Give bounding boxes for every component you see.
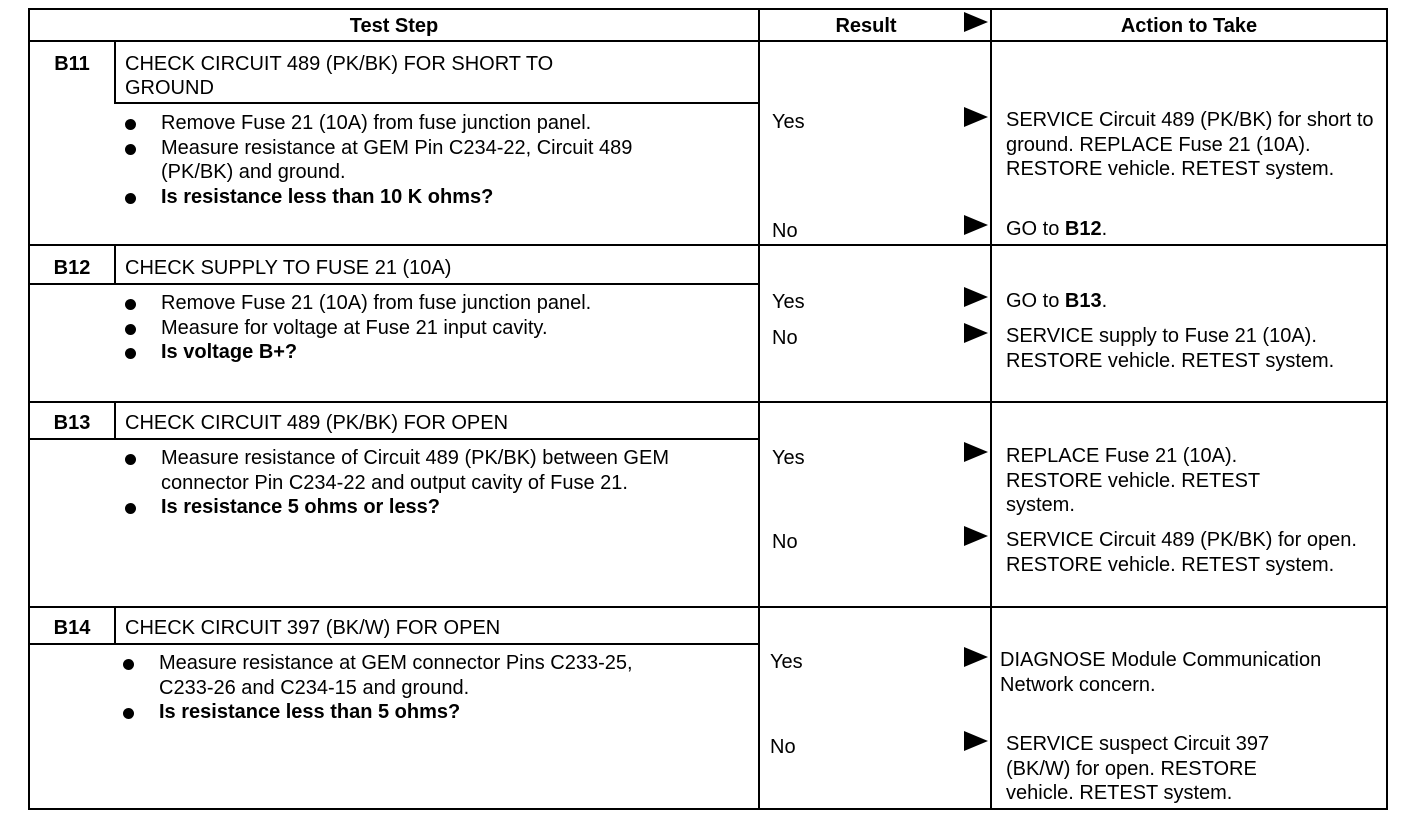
instruction-item: Remove Fuse 21 (10A) from fuse junction panel. [125,111,715,136]
action-yes-b11: SERVICE Circuit 489 (PK/BK) for short to ground. REPLACE Fuse 21 (10A). RESTORE vehicle. RETEST system. [1006,109,1374,180]
header-action-to-take: Action to Take [1120,15,1258,37]
header-arrow-icon [964,12,988,32]
arrow-yes-b11-icon [964,107,988,127]
id-divider-b13 [114,403,116,439]
arrow-no-b14-icon [964,731,988,751]
question-b13: Is resistance 5 ohms or less? [125,495,705,520]
title-underline-b14 [30,643,758,645]
header-test-step: Test Step [349,15,439,37]
goto-target-b12: B12 [1064,218,1102,240]
row-divider-b12 [30,401,1386,403]
arrow-yes-b12-icon [964,287,988,307]
step-id-b13: B13 [53,412,91,434]
result-yes-b14: Yes [770,651,803,673]
action-no-b12: SERVICE supply to Fuse 21 (10A). RESTORE vehicle. RETEST system. [1006,325,1335,372]
result-no-b11: No [772,220,798,242]
action-yes-b14: DIAGNOSE Module Communication Network concern. [1000,649,1322,696]
header-result: Result [835,15,897,37]
arrow-no-b12-icon [964,323,988,343]
instructions-b11 [125,111,715,209]
instructions-b14 [123,651,703,725]
title-underline-b13 [30,438,758,440]
result-no-b14: No [770,736,796,758]
goto-target-b13: B13 [1064,290,1102,312]
header-divider [30,40,1386,42]
action-no-b11: GO to B12. [1006,218,1108,240]
step-id-b12: B12 [53,257,91,279]
step-title-b12: CHECK SUPPLY TO FUSE 21 (10A) [125,257,452,279]
divider-action-left [990,10,992,808]
action-yes-b13: REPLACE Fuse 21 (10A). RESTORE vehicle. RETEST system. [1006,445,1260,516]
step-title-b11: CHECK CIRCUIT 489 (PK/BK) FOR SHORT TO GROUND [125,53,554,99]
question-b12: Is voltage B+? [125,340,715,365]
step-title-b13: CHECK CIRCUIT 489 (PK/BK) FOR OPEN [125,412,509,434]
action-yes-b12: GO to B13. [1006,290,1108,312]
instruction-item: Measure for voltage at Fuse 21 input cavity. [125,316,715,341]
action-no-b13: SERVICE Circuit 489 (PK/BK) for open. RESTORE vehicle. RETEST system. [1006,529,1357,576]
result-yes-b12: Yes [772,291,805,313]
step-title-b14: CHECK CIRCUIT 397 (BK/W) FOR OPEN [125,617,501,639]
instructions-b12 [125,291,715,365]
result-no-b12: No [772,327,798,349]
step-id-b11: B11 [54,53,90,75]
id-divider-b14 [114,608,116,644]
question-b11: Is resistance less than 10 K ohms? [125,185,715,210]
arrow-no-b13-icon [964,526,988,546]
action-no-b14: SERVICE suspect Circuit 397 (BK/W) for open. RESTORE vehicle. RETEST system. [1006,733,1270,804]
instruction-item: Measure resistance of Circuit 489 (PK/BK) between GEM connector Pin C234-22 and output cavity of Fuse 21. [125,446,691,495]
result-yes-b13: Yes [772,447,805,469]
result-yes-b11: Yes [772,111,805,133]
divider-result-left [758,10,760,808]
title-underline-b11 [114,102,758,104]
instruction-item: Remove Fuse 21 (10A) from fuse junction panel. [125,291,715,316]
id-divider-b11 [114,42,116,103]
step-id-b14: B14 [53,617,91,639]
diagnostic-table [28,8,1388,810]
instructions-b13 [125,446,705,520]
arrow-yes-b13-icon [964,442,988,462]
instruction-item: Measure resistance at GEM Pin C234-22, Circuit 489 (PK/BK) and ground. [125,136,701,185]
title-underline-b12 [30,283,758,285]
id-divider-b12 [114,246,116,284]
question-b14: Is resistance less than 5 ohms? [123,700,703,725]
result-no-b13: No [772,531,798,553]
row-divider-b11 [30,244,1386,246]
instruction-item: Measure resistance at GEM connector Pins C233-25, C233-26 and C234-15 and ground. [123,651,659,700]
row-divider-b13 [30,606,1386,608]
arrow-yes-b14-icon [964,647,988,667]
arrow-no-b11-icon [964,215,988,235]
